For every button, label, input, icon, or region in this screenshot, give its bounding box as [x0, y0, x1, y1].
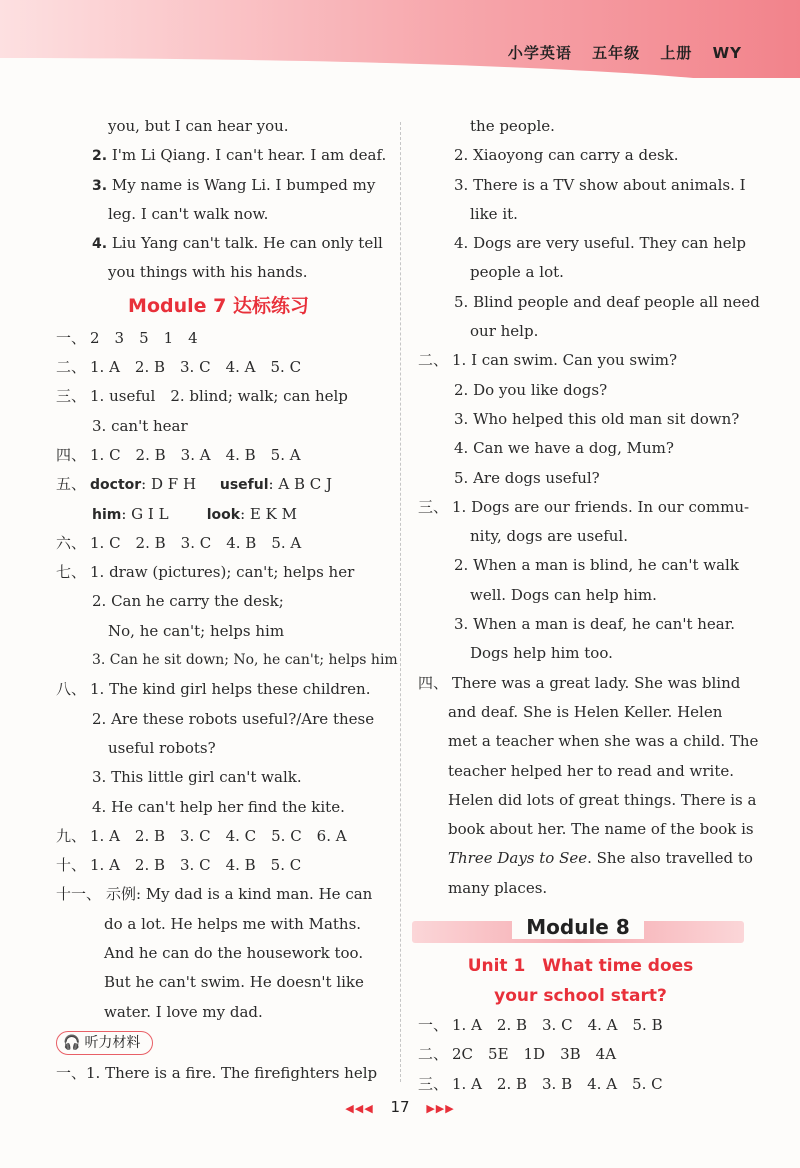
header-subject: 小学英语	[507, 44, 572, 62]
exercise-6: 六、 1. C 2. B 3. C 4. B 5. A	[56, 533, 302, 552]
answer-line: 4. Liu Yang can't talk. He can only tell	[92, 234, 383, 253]
listening-sec4-line: Three Days to See. She also travelled to	[448, 849, 753, 868]
exercise-5: 五、 doctor: D F H useful: A B C J	[56, 475, 333, 494]
listening-sec4-line: teacher helped her to read and write.	[448, 761, 735, 780]
answer-line: 3. My name is Wang Li. I bumped my	[92, 175, 376, 194]
answer-line: 2. I'm Li Qiang. I can't hear. I am deaf.	[92, 146, 387, 165]
book-title: Three Days to See	[448, 849, 588, 868]
exercise-11-cont: water. I love my dad.	[104, 1002, 263, 1021]
exercise-3: 三、 1. useful 2. blind; walk; can help	[56, 387, 348, 406]
listening-line: 2. Xiaoyong can carry a desk.	[454, 146, 679, 165]
listening-sec3: 三、 1. Dogs are our friends. In our commu-	[418, 497, 750, 516]
exercise-10: 十、 1. A 2. B 3. C 4. B 5. C	[56, 856, 302, 875]
exercise-8-cont: 3. This little girl can't walk.	[92, 768, 302, 787]
listening-tag: 🎧 听力材料	[56, 1031, 153, 1055]
exercise-5-cont: him: G I L look: E K M	[92, 504, 297, 523]
page-footer	[0, 1098, 800, 1116]
left-column	[56, 112, 398, 1088]
page-number: 17	[390, 1098, 410, 1116]
listening-line: people a lot.	[470, 263, 564, 282]
exercise-11-cont: But he can't swim. He doesn't like	[104, 973, 364, 992]
exercise-7-cont: No, he can't; helps him	[108, 621, 285, 640]
answer-line: you, but I can hear you.	[108, 117, 289, 135]
exercise-1: 一、 2 3 5 1 4	[56, 328, 198, 347]
answer-line: you things with his hands.	[108, 263, 308, 282]
listening-line: the people.	[470, 117, 555, 135]
listening-sec4-line: met a teacher when she was a child. The	[448, 732, 759, 751]
module7-title: Module 7 达标练习	[128, 294, 309, 317]
listening-sec2-line: 5. Are dogs useful?	[454, 468, 600, 487]
exercise-8: 八、 1. The kind girl helps these children.	[56, 680, 371, 699]
listening-sec4-line: many places.	[448, 878, 548, 897]
exercise-11: 十一、 示例: My dad is a kind man. He can	[56, 885, 373, 904]
listening-line: our help.	[470, 322, 539, 341]
listening-sec4-line: book about her. The name of the book is	[448, 820, 754, 839]
exercise-9: 九、 1. A 2. B 3. C 4. C 5. C 6. A	[56, 826, 347, 845]
listening-sec4: 四、 There was a great lady. She was blind	[418, 673, 741, 692]
m8-exercise-1: 一、 1. A 2. B 3. C 4. A 5. B	[418, 1016, 663, 1035]
listening-line: 3. There is a TV show about animals. I	[454, 175, 746, 194]
listening-sec4-line: Helen did lots of great things. There is a	[448, 790, 757, 809]
m8-exercise-3: 三、 1. A 2. B 3. B 4. A 5. C	[418, 1074, 663, 1093]
header-info	[494, 42, 742, 63]
listening-sec2-line: 2. Do you like dogs?	[454, 380, 608, 399]
exercise-8-cont: 2. Are these robots useful?/Are these	[92, 709, 375, 728]
answer-line: leg. I can't walk now.	[108, 204, 269, 223]
listening-line: 4. Dogs are very useful. They can help	[454, 234, 747, 253]
listening-sec3-line: 2. When a man is blind, he can't walk	[454, 556, 739, 575]
right-column	[418, 112, 760, 1099]
module8-title: Module 8	[512, 915, 644, 939]
headphones-icon: 🎧	[63, 1034, 81, 1051]
listening-sec3-line: Dogs help him too.	[470, 644, 613, 663]
listening-sec3-line: well. Dogs can help him.	[470, 585, 657, 604]
exercise-11-cont: do a lot. He helps me with Maths.	[104, 914, 362, 933]
m8-exercise-2: 二、 2C 5E 1D 3B 4A	[418, 1045, 617, 1064]
listening-sec2-line: 4. Can we have a dog, Mum?	[454, 439, 674, 458]
listening-sec3-line: nity, dogs are useful.	[470, 527, 628, 546]
listening-sec2-line: 3. Who helped this old man sit down?	[454, 409, 740, 428]
next-arrows-icon: ▶▶▶	[426, 1102, 455, 1115]
unit-title-line1: Unit 1 What time does	[467, 956, 694, 977]
header-edition: WY	[712, 44, 742, 62]
listening-sec3-line: 3. When a man is deaf, he can't hear.	[454, 615, 736, 634]
exercise-2: 二、 1. A 2. B 3. C 4. A 5. C	[56, 358, 302, 377]
exercise-8-cont: 4. He can't help her find the kite.	[92, 797, 345, 816]
header-grade: 五年级	[592, 44, 641, 62]
exercise-7-cont: 3. Can he sit down; No, he can't; helps him	[92, 652, 398, 669]
exercise-3-cont: 3. can't hear	[92, 416, 188, 435]
listening-line: 5. Blind people and deaf people all need	[454, 292, 760, 311]
listening-line: like it.	[470, 204, 518, 223]
exercise-8-cont: useful robots?	[108, 738, 216, 757]
exercise-7-cont: 2. Can he carry the desk;	[92, 592, 284, 611]
exercise-11-cont: And he can do the housework too.	[104, 944, 364, 963]
listening-sec4-line: and deaf. She is Helen Keller. Helen	[448, 702, 723, 721]
exercise-4: 四、 1. C 2. B 3. A 4. B 5. A	[56, 445, 301, 464]
exercise-7: 七、 1. draw (pictures); can't; helps her	[56, 563, 355, 582]
module8-banner	[412, 911, 744, 951]
column-divider	[400, 122, 401, 1082]
listening-sec2: 二、 1. I can swim. Can you swim?	[418, 351, 678, 370]
listening-line: 一、1. There is a fire. The firefighters help	[56, 1063, 378, 1082]
prev-arrows-icon: ◀◀◀	[345, 1102, 374, 1115]
header-term: 上册	[660, 44, 693, 62]
unit-title-line2: your school start?	[494, 986, 667, 1007]
